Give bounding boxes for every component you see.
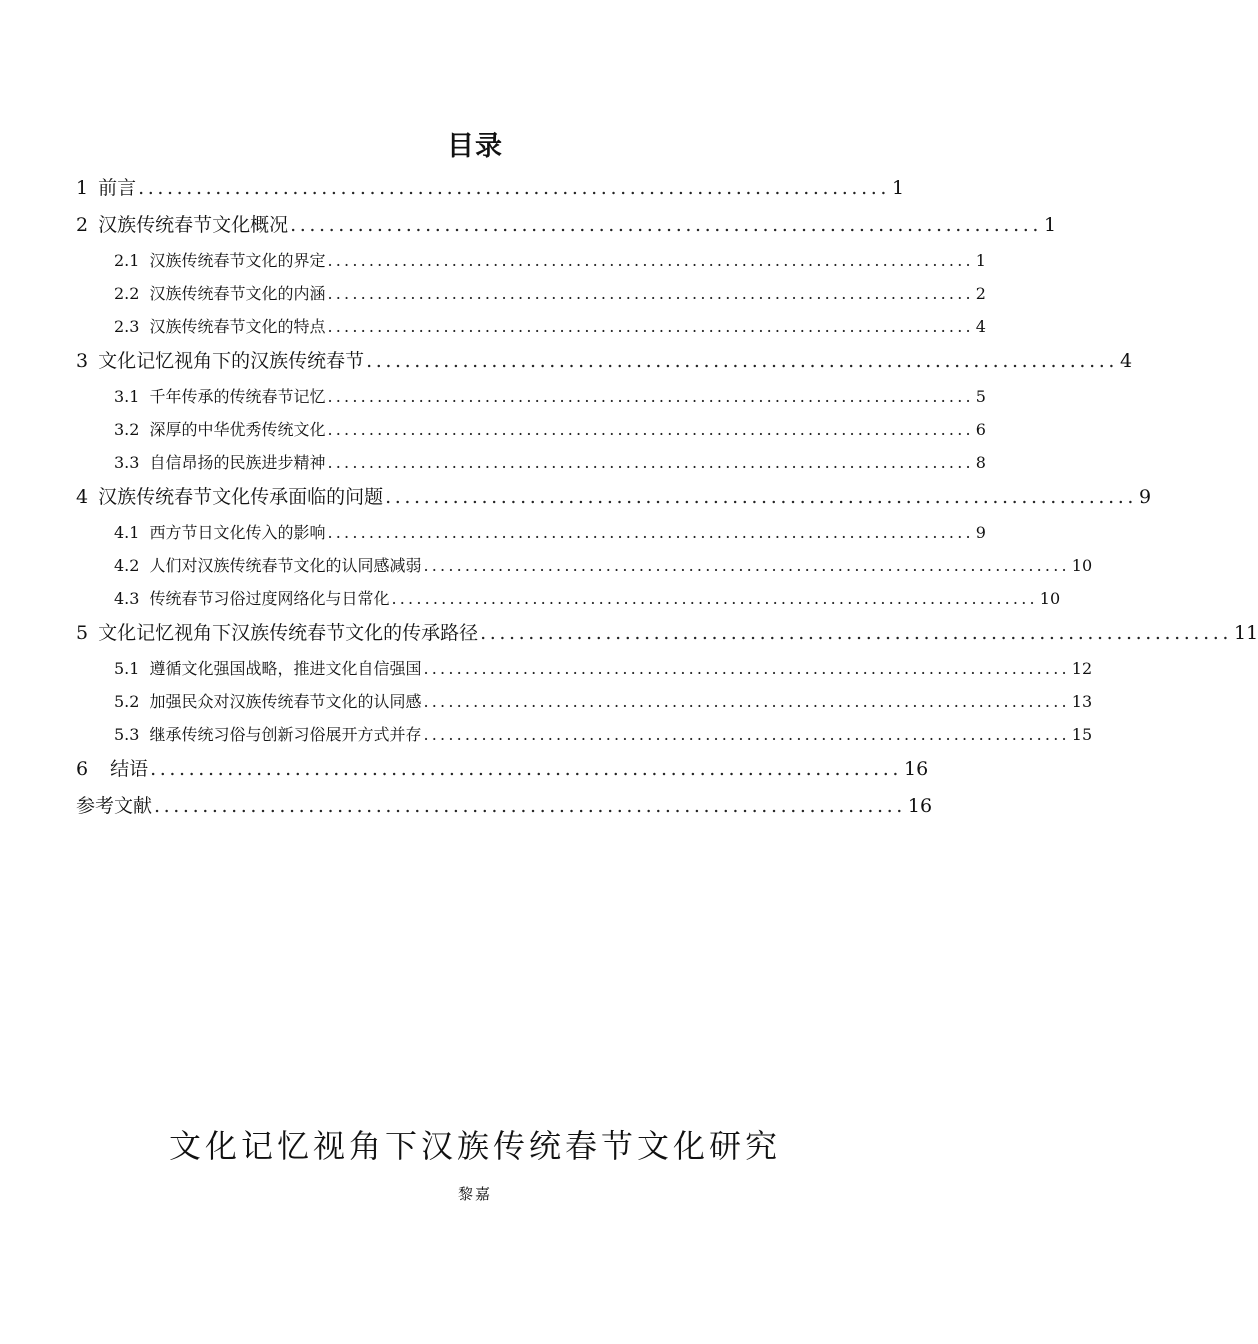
toc-entry-5-3[interactable] xyxy=(76,718,1093,751)
toc-dot-leader: .............................................................................. xyxy=(385,486,1137,508)
toc-page-number: 2 xyxy=(975,284,986,303)
toc-entry-4[interactable] xyxy=(76,479,1152,516)
toc-entry-number: 5.3 xyxy=(114,725,140,744)
toc-entry-text: 千年传承的传统春节记忆 xyxy=(149,387,326,406)
toc-dot-leader: .............................................................................. xyxy=(327,317,974,336)
table-of-contents xyxy=(76,170,1258,825)
toc-entry-6[interactable] xyxy=(76,751,929,788)
toc-dot-leader: .............................................................................. xyxy=(290,214,1042,236)
toc-entry-4-2[interactable] xyxy=(76,549,1093,582)
toc-entry-text: 汉族传统春节文化的特点 xyxy=(149,317,326,336)
toc-entry-3-1[interactable] xyxy=(76,380,986,413)
toc-entry-text: 深厚的中华优秀传统文化 xyxy=(149,420,326,439)
toc-dot-leader: .............................................................................. xyxy=(327,453,974,472)
toc-entry-text: 结语 xyxy=(110,758,149,780)
toc-entry-text: 汉族传统春节文化的内涵 xyxy=(149,284,326,303)
toc-page-number: 9 xyxy=(1139,486,1152,508)
toc-entry-text: 汉族传统春节文化的界定 xyxy=(149,251,326,270)
toc-entry-number: 6 xyxy=(76,758,89,780)
toc-entry-number: 2.3 xyxy=(114,317,140,336)
toc-entry-5-1[interactable] xyxy=(76,652,1093,685)
toc-page-number: 6 xyxy=(975,420,986,439)
toc-entry-text: 加强民众对汉族传统春节文化的认同感 xyxy=(149,692,422,711)
toc-entry-number: 5 xyxy=(76,622,89,644)
toc-dot-leader: .............................................................................. xyxy=(423,692,1070,711)
toc-dot-leader: .............................................................................. xyxy=(327,523,974,542)
toc-entry-references[interactable] xyxy=(76,788,933,825)
toc-entry-number: 3.3 xyxy=(114,453,140,472)
toc-entry-number: 4.3 xyxy=(114,589,140,608)
toc-entry-text: 文化记忆视角下汉族传统春节文化的传承路径 xyxy=(98,622,479,644)
toc-dot-leader: .............................................................................. xyxy=(154,795,906,817)
author-name: 黎嘉 xyxy=(457,1185,492,1203)
toc-entry-text: 遵循文化强国战略，推进文化自信强国 xyxy=(149,659,422,678)
toc-entry-number: 3.2 xyxy=(114,420,140,439)
toc-dot-leader: .............................................................................. xyxy=(423,725,1070,744)
toc-page-number: 16 xyxy=(904,758,929,780)
toc-page-number: 8 xyxy=(975,453,986,472)
toc-entry-text: 文化记忆视角下的汉族传统春节 xyxy=(98,350,365,372)
toc-entry-3-2[interactable] xyxy=(76,413,986,446)
toc-entry-2-2[interactable] xyxy=(76,277,986,310)
toc-entry-text: 参考文献 xyxy=(76,795,153,817)
toc-entry-3-3[interactable] xyxy=(76,446,986,479)
toc-entry-3[interactable] xyxy=(76,343,1133,380)
toc-page-number: 10 xyxy=(1039,589,1061,608)
toc-dot-leader: .............................................................................. xyxy=(423,556,1070,575)
toc-page-number: 5 xyxy=(975,387,986,406)
toc-entry-4-1[interactable] xyxy=(76,516,986,549)
toc-entry-1[interactable] xyxy=(76,170,905,207)
toc-dot-leader: .............................................................................. xyxy=(423,659,1070,678)
toc-entry-text: 传统春节习俗过度网络化与日常化 xyxy=(149,589,390,608)
toc-entry-number: 3.1 xyxy=(114,387,140,406)
toc-entry-number: 4.2 xyxy=(114,556,140,575)
toc-entry-text: 继承传统习俗与创新习俗展开方式并存 xyxy=(149,725,422,744)
toc-entry-text: 前言 xyxy=(98,177,137,199)
toc-entry-number: 4 xyxy=(76,486,89,508)
toc-entry-number: 1 xyxy=(76,177,89,199)
toc-page-number: 9 xyxy=(975,523,986,542)
toc-title: 目录 xyxy=(447,131,503,162)
toc-page-number: 16 xyxy=(907,795,933,817)
toc-page-number: 10 xyxy=(1071,556,1093,575)
toc-page-number: 4 xyxy=(975,317,986,336)
toc-entry-text: 西方节日文化传入的影响 xyxy=(149,523,326,542)
toc-entry-text: 自信昂扬的民族进步精神 xyxy=(149,453,326,472)
toc-dot-leader: .............................................................................. xyxy=(366,350,1118,372)
toc-dot-leader: .............................................................................. xyxy=(480,622,1232,644)
toc-dot-leader: .............................................................................. xyxy=(327,284,974,303)
toc-entry-text: 汉族传统春节文化传承面临的问题 xyxy=(98,486,384,508)
toc-entry-number: 2 xyxy=(76,214,89,236)
toc-entry-text: 人们对汉族传统春节文化的认同感减弱 xyxy=(149,556,422,575)
toc-entry-4-3[interactable] xyxy=(76,582,1061,615)
toc-entry-number: 4.1 xyxy=(114,523,140,542)
toc-page-number: 1 xyxy=(1044,214,1057,236)
toc-page-number: 1 xyxy=(892,177,905,199)
toc-entry-2[interactable] xyxy=(76,207,1057,244)
toc-entry-number: 5.2 xyxy=(114,692,140,711)
toc-entry-number: 2.1 xyxy=(114,251,140,270)
toc-entry-2-1[interactable] xyxy=(76,244,986,277)
toc-dot-leader: .............................................................................. xyxy=(327,420,974,439)
toc-page-number: 4 xyxy=(1120,350,1133,372)
paper-title: 文化记忆视角下汉族传统春节文化研究 xyxy=(168,1127,781,1165)
toc-dot-leader: .............................................................................. xyxy=(138,177,890,199)
toc-dot-leader: .............................................................................. xyxy=(327,387,974,406)
toc-dot-leader: .............................................................................. xyxy=(391,589,1038,608)
toc-entry-text: 汉族传统春节文化概况 xyxy=(98,214,289,236)
toc-page-number: 1 xyxy=(975,251,986,270)
toc-page-number: 12 xyxy=(1071,659,1093,678)
toc-dot-leader: .............................................................................. xyxy=(150,758,902,780)
toc-page-number: 13 xyxy=(1071,692,1093,711)
toc-entry-5[interactable] xyxy=(76,615,1258,652)
toc-page-number: 11 xyxy=(1234,622,1258,644)
toc-page-number: 15 xyxy=(1071,725,1093,744)
toc-entry-5-2[interactable] xyxy=(76,685,1093,718)
toc-entry-number: 2.2 xyxy=(114,284,140,303)
toc-entry-number: 3 xyxy=(76,350,89,372)
toc-entry-2-3[interactable] xyxy=(76,310,986,343)
toc-dot-leader: .............................................................................. xyxy=(327,251,974,270)
toc-entry-number: 5.1 xyxy=(114,659,140,678)
